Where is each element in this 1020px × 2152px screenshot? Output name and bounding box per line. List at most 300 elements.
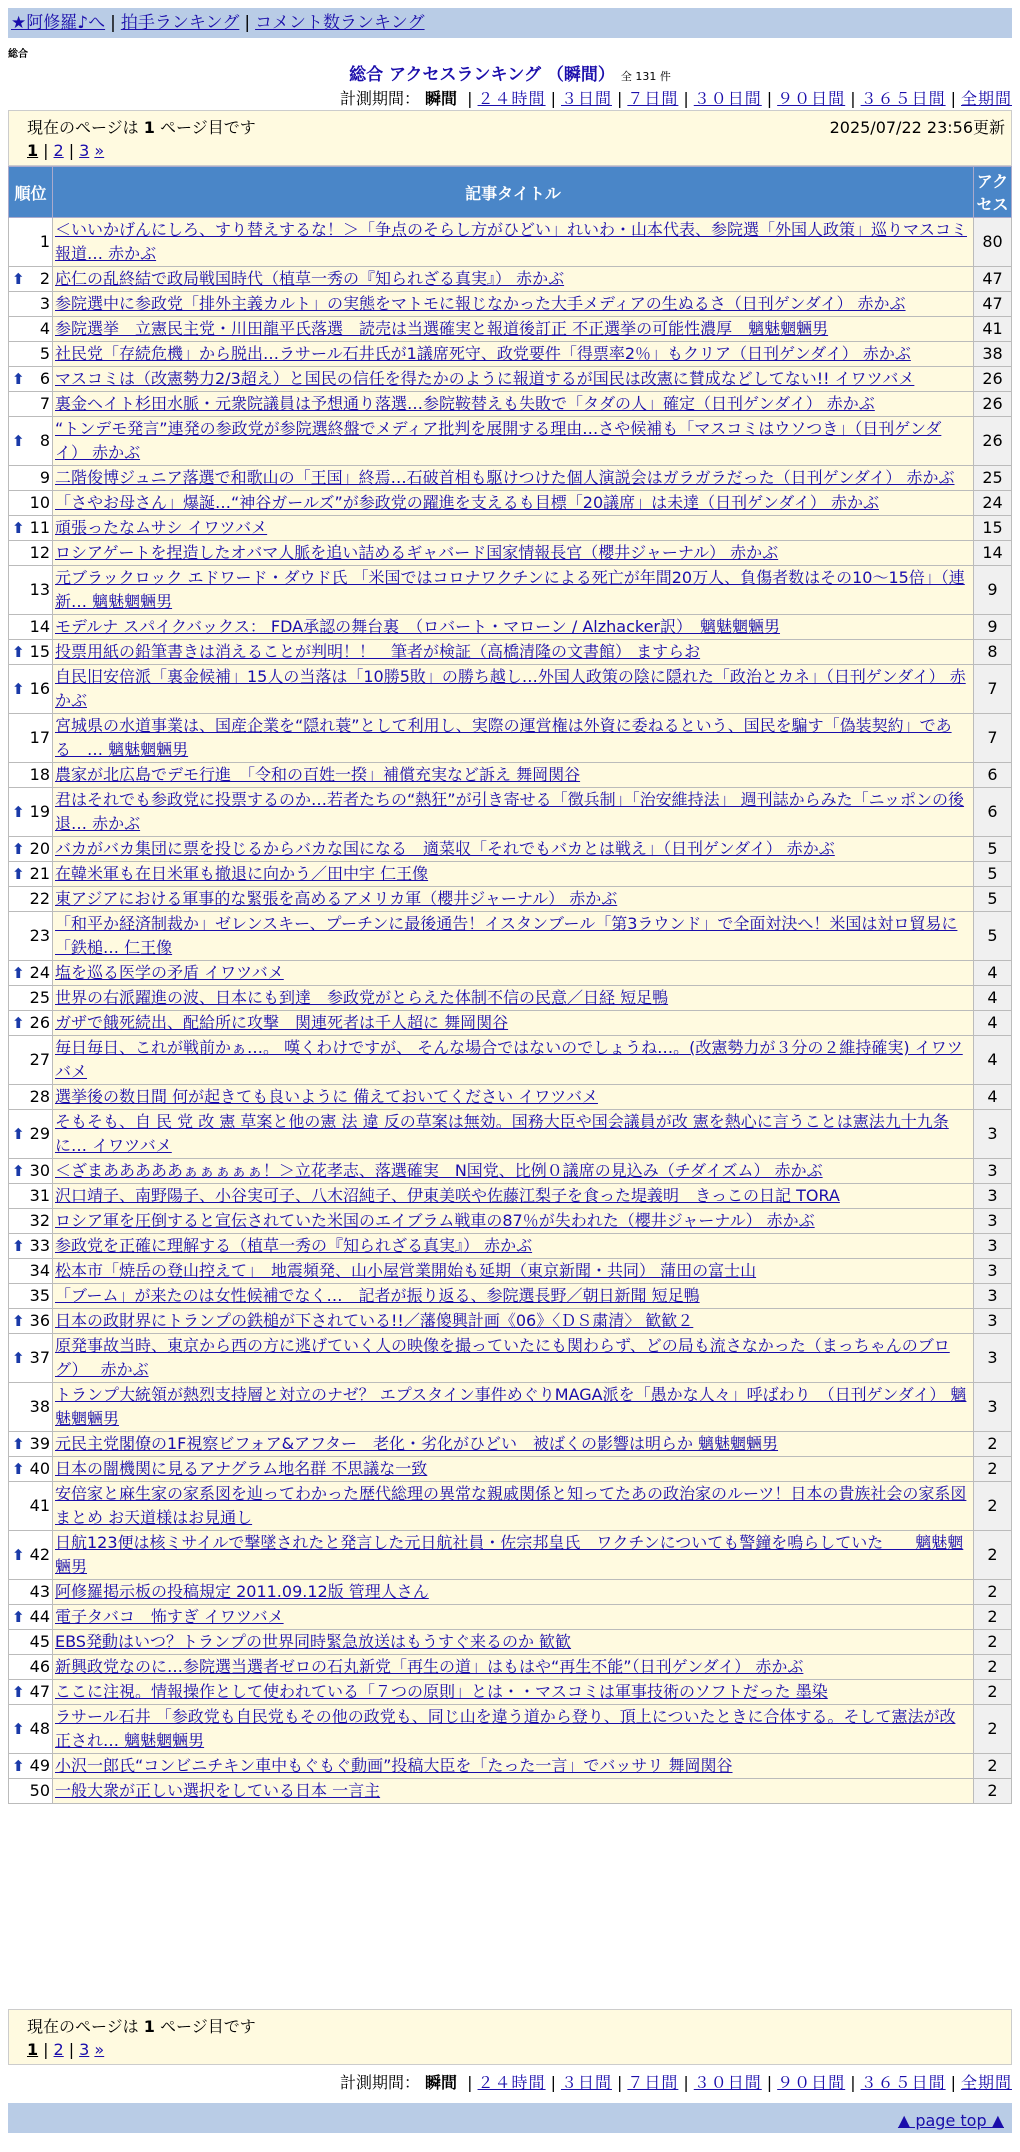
table-row <box>9 1234 1012 1259</box>
access-count: 5 <box>974 912 1012 961</box>
rank-cell <box>9 1334 53 1383</box>
article-link[interactable]: 裏金ヘイト杉田水脈・元衆院議員は予想通り落選…参院鞍替えも失敗で「タダの人」確定（日刊ゲンダイ） 赤かぶ <box>55 394 875 413</box>
up-arrow-icon: ⬆ <box>12 370 25 388</box>
access-count: 7 <box>974 665 1012 714</box>
article-link[interactable]: 阿修羅掲示板の投稿規定 2011.09.12版 管理人さん <box>55 1582 429 1601</box>
article-link[interactable]: 二階俊博ジュニア落選で和歌山の「王国」終焉…石破首相も駆けつけた個人演説会はガラガラだった（日刊ゲンダイ） 赤かぶ <box>55 468 955 487</box>
article-link[interactable]: 「和平か経済制裁か」ゼレンスキー、プーチンに最後通告！イスタンブール「第3ラウンド」で全面対決へ！米国は対ロ貿易に「鉄槌… 仁王像 <box>55 914 958 957</box>
title-cell <box>53 788 974 837</box>
access-count: 5 <box>974 887 1012 912</box>
article-link[interactable]: ロシアゲートを捏造したオバマ人脈を追い詰めるギャバード国家情報長官（櫻井ジャーナル） 赤かぶ <box>55 543 779 562</box>
title-cell <box>53 417 974 466</box>
period-option-link[interactable]: ３日間 <box>560 2073 612 2092</box>
article-link[interactable]: 投票用紙の鉛筆書きは消えることが判明！！ 筆者が検証（高橋清隆の文書館） ますらお <box>55 642 701 661</box>
rank-number: 2 <box>39 269 50 288</box>
rank-cell <box>9 367 53 392</box>
rank-cell <box>9 1655 53 1680</box>
page-top-link[interactable]: ▲ page top ▲ <box>897 2111 1004 2130</box>
divider: | <box>683 2073 689 2092</box>
title-cell <box>53 912 974 961</box>
table-row <box>9 912 1012 961</box>
rank-cell <box>9 1036 53 1085</box>
table-row <box>9 1655 1012 1680</box>
period-option-link[interactable]: ３０日間 <box>693 2073 762 2092</box>
divider: | <box>850 2073 856 2092</box>
title-cell <box>53 986 974 1011</box>
access-count: 6 <box>974 788 1012 837</box>
table-row <box>9 1309 1012 1334</box>
article-link[interactable]: 新興政党なのに…参院選当選者ゼロの石丸新党「再生の道」はもはや“再生不能”（日刊ゲンダイ） 赤かぶ <box>55 1657 804 1676</box>
article-link[interactable]: 選挙後の数日間 何が起きても良いように 備えておいてください イワツバメ <box>55 1087 598 1106</box>
rank-number: 43 <box>29 1582 50 1601</box>
article-link[interactable]: 日航123便は核ミサイルで撃墜されたと発言した元日航社員・佐宗邦皇氏 ワクチンについても警鐘を鳴らしていた 魑魅魍魎男 <box>55 1533 964 1576</box>
access-count: 2 <box>974 1531 1012 1580</box>
table-row <box>9 1011 1012 1036</box>
title-cell <box>53 1779 974 1804</box>
article-link[interactable]: 元民主党閣僚の1F視察ビフォア&アフター 老化・劣化がひどい 被ばくの影響は明らか 魑魅魍魎男 <box>55 1434 779 1453</box>
rank-cell <box>9 615 53 640</box>
access-count: 4 <box>974 1011 1012 1036</box>
article-link[interactable]: ガザで餓死続出、配給所に攻撃 関連死者は千人超に 舞岡関谷 <box>55 1013 509 1032</box>
title-area <box>8 60 1012 85</box>
access-count: 3 <box>974 1284 1012 1309</box>
article-link[interactable]: 応仁の乱終結で政局戦国時代（植草一秀の『知られざる真実』） 赤かぶ <box>55 269 565 288</box>
article-link[interactable]: バカがバカ集団に票を投じるからバカな国になる 適菜収「それでもバカとは戦え」（日刊ゲンダイ） 赤かぶ <box>55 839 835 858</box>
access-count: 9 <box>974 566 1012 615</box>
page-info-top <box>8 110 1012 166</box>
rank-number: 12 <box>29 543 50 562</box>
title-cell <box>53 1457 974 1482</box>
title-cell <box>53 1383 974 1432</box>
article-link[interactable]: モデルナ スパイクバックス： FDA承認の舞台裏 （ロバート・マローン / Alzhacker訳） 魑魅魍魎男 <box>55 617 781 636</box>
rank-cell <box>9 1309 53 1334</box>
title-cell <box>53 887 974 912</box>
title-cell <box>53 1680 974 1705</box>
access-count: 9 <box>974 615 1012 640</box>
section-label: 総合 <box>8 49 28 60</box>
access-count: 3 <box>974 1234 1012 1259</box>
table-row <box>9 1630 1012 1655</box>
article-link[interactable]: 農家が北広島でデモ行進 「令和の百姓一揆」補償充実など訴え 舞岡関谷 <box>55 765 581 784</box>
table-row <box>9 986 1012 1011</box>
article-link[interactable]: 一般大衆が正しい選択をしている日本 一言主 <box>55 1781 381 1800</box>
article-link[interactable]: 電子タバコ 怖すぎ イワツバメ <box>55 1607 284 1626</box>
article-link[interactable]: 自民旧安倍派「裏金候補」15人の当落は「10勝5敗」の勝ち越し…外国人政策の陰に隠れた「政治とカネ」（日刊ゲンダイ） 赤かぶ <box>55 667 966 710</box>
access-count: 3 <box>974 1159 1012 1184</box>
table-row <box>9 887 1012 912</box>
title-cell <box>53 516 974 541</box>
table-row <box>9 1085 1012 1110</box>
access-count: 14 <box>974 541 1012 566</box>
article-link[interactable]: ロシア軍を圧倒すると宣伝されていた米国のエイブラム戦車の87％が失われた（櫻井ジャーナル） 赤かぶ <box>55 1211 815 1230</box>
title-cell <box>53 491 974 516</box>
rank-cell <box>9 491 53 516</box>
title-cell <box>53 1159 974 1184</box>
period-option-link[interactable]: ２４時間 <box>477 2073 546 2092</box>
divider: | <box>68 141 75 160</box>
up-arrow-icon: ⬆ <box>12 1757 25 1775</box>
table-row <box>9 392 1012 417</box>
page-text-before: 現在のページは <box>27 2017 139 2036</box>
rank-number: 16 <box>29 679 50 698</box>
page-link[interactable]: 2 <box>53 141 64 160</box>
updated-timestamp: 2025/07/22 23:56更新 <box>829 118 1005 137</box>
rank-number: 26 <box>29 1013 50 1032</box>
access-count: 3 <box>974 1259 1012 1284</box>
article-link[interactable]: 元ブラックロック エドワード・ダウド氏 「米国ではコロナワクチンによる死亡が年間20万人、負傷者数はその10～15倍」（連新… 魑魅魍魎男 <box>55 568 965 611</box>
rank-number: 46 <box>29 1657 50 1676</box>
table-row <box>9 491 1012 516</box>
period-selector-bottom <box>340 2070 1012 2093</box>
rank-cell <box>9 516 53 541</box>
title-cell <box>53 714 974 763</box>
table-row <box>9 1754 1012 1779</box>
article-link[interactable]: 参院選挙 立憲民主党・川田龍平氏落選 読売は当選確実と報道後訂正 不正選挙の可能性濃厚 魑魅魍魎男 <box>55 319 829 338</box>
table-row <box>9 1482 1012 1531</box>
rank-number: 31 <box>29 1186 50 1205</box>
divider: | <box>43 141 49 160</box>
up-arrow-icon: ⬆ <box>12 964 25 982</box>
rank-cell <box>9 1705 53 1754</box>
period-option-link[interactable]: 全期間 <box>960 89 1012 108</box>
table-row <box>9 763 1012 788</box>
period-options <box>462 89 1012 108</box>
page-number: 1 <box>143 118 155 137</box>
rank-number: 6 <box>39 369 50 388</box>
article-link[interactable]: 日本の政財界にトランプの鉄槌が下されている!!／藩傻興計画《06》〈ＤＳ粛清〉 歓歓２ <box>55 1311 694 1330</box>
rank-cell <box>9 862 53 887</box>
table-row <box>9 1259 1012 1284</box>
ranking-table <box>8 166 1012 1804</box>
access-count: 47 <box>974 267 1012 292</box>
title-cell <box>53 1184 974 1209</box>
access-count: 3 <box>974 1209 1012 1234</box>
rank-number: 7 <box>39 394 50 413</box>
table-row <box>9 218 1012 267</box>
access-count: 41 <box>974 317 1012 342</box>
title-cell <box>53 466 974 491</box>
article-link[interactable]: ここに注視。情報操作として使われている「７つの原則」とは・・マスコミは軍事技術のソフトだった 墨染 <box>55 1682 828 1701</box>
title-cell <box>53 1580 974 1605</box>
rank-cell <box>9 342 53 367</box>
rank-number: 36 <box>29 1311 50 1330</box>
table-row <box>9 1334 1012 1383</box>
title-cell <box>53 1630 974 1655</box>
rank-number: 50 <box>29 1781 50 1800</box>
rank-number: 20 <box>29 839 50 858</box>
up-arrow-icon: ⬆ <box>12 1608 25 1626</box>
rank-cell <box>9 887 53 912</box>
rank-number: 5 <box>39 344 50 363</box>
period-label: 計測期間： <box>339 2073 420 2092</box>
title-cell <box>53 1259 974 1284</box>
rank-number: 48 <box>29 1719 50 1738</box>
article-link[interactable]: ＜いいかげんにしろ、すり替えするな！＞「争点のそらし方がひどい」れいわ・山本代表、参院選「外国人政策」巡りマスコミ報道… 赤かぶ <box>55 220 968 263</box>
rank-number: 37 <box>29 1348 50 1367</box>
table-row <box>9 1383 1012 1432</box>
title-header: 記事タイトル <box>53 167 974 218</box>
title-cell <box>53 1110 974 1159</box>
article-link[interactable]: 東アジアにおける軍事的な緊張を高めるアメリカ軍（櫻井ジャーナル） 赤かぶ <box>55 889 618 908</box>
access-count: 2 <box>974 1680 1012 1705</box>
rank-cell <box>9 392 53 417</box>
period-options <box>462 2073 1012 2092</box>
article-link[interactable]: 松本市「焼岳の登山控えて」 地震頻発、山小屋営業開始も延期（東京新聞・共同） 蒲田の富士山 <box>55 1261 757 1280</box>
next-page-link[interactable]: » <box>94 141 105 160</box>
access-count: 4 <box>974 1036 1012 1085</box>
access-count: 5 <box>974 862 1012 887</box>
up-arrow-icon: ⬆ <box>12 432 25 450</box>
title-cell <box>53 862 974 887</box>
article-link[interactable]: 参政党を正確に理解する（植草一秀の『知られざる真実』） 赤かぶ <box>55 1236 533 1255</box>
rank-number: 1 <box>39 232 50 251</box>
article-link[interactable]: ＜ざまあああああぁぁぁぁぁ！＞立花孝志、落選確実 N国党、比例０議席の見込み（チダイズム） 赤かぶ <box>55 1161 823 1180</box>
access-count: 2 <box>974 1580 1012 1605</box>
article-link[interactable]: 参院選中に参政党「排外主義カルト」の実態をマトモに報じなかった大手メディアの生ぬるさ（日刊ゲンダイ） 赤かぶ <box>55 294 906 313</box>
period-option-link[interactable]: ２４時間 <box>477 89 546 108</box>
article-link[interactable]: 塩を巡る医学の矛盾 イワツバメ <box>55 963 284 982</box>
rank-cell <box>9 1779 53 1804</box>
period-option-link[interactable]: ３６５日間 <box>860 2073 946 2092</box>
table-row <box>9 714 1012 763</box>
access-count: 2 <box>974 1630 1012 1655</box>
access-count: 3 <box>974 1383 1012 1432</box>
up-arrow-icon: ⬆ <box>12 1720 25 1738</box>
rank-cell <box>9 1184 53 1209</box>
table-row <box>9 1680 1012 1705</box>
divider: | <box>950 2073 956 2092</box>
access-count: 5 <box>974 837 1012 862</box>
rank-cell <box>9 1531 53 1580</box>
article-link[interactable]: 頑張ったなムサシ イワツバメ <box>55 518 268 537</box>
rank-number: 33 <box>29 1236 50 1255</box>
article-link[interactable]: 「さやお母さん」爆誕…“神谷ガールズ”が参政党の躍進を支えるも目標「20議席」は未達（日刊ゲンダイ） 赤かぶ <box>55 493 879 512</box>
table-row <box>9 267 1012 292</box>
rank-cell <box>9 1605 53 1630</box>
period-option-link[interactable]: ９０日間 <box>777 89 846 108</box>
page-link[interactable]: 3 <box>79 2040 90 2059</box>
up-arrow-icon: ⬆ <box>12 270 25 288</box>
rank-cell <box>9 1085 53 1110</box>
access-count: 2 <box>974 1705 1012 1754</box>
rank-number: 49 <box>29 1756 50 1775</box>
title-cell <box>53 1234 974 1259</box>
title-cell <box>53 1209 974 1234</box>
period-option-link[interactable]: ７日間 <box>627 89 679 108</box>
period-current: 瞬間 <box>425 89 458 108</box>
up-arrow-icon: ⬆ <box>12 680 25 698</box>
up-arrow-icon: ⬆ <box>12 1683 25 1701</box>
access-count: 8 <box>974 640 1012 665</box>
period-option-link[interactable]: ３６５日間 <box>860 89 946 108</box>
rank-cell <box>9 218 53 267</box>
title-cell <box>53 665 974 714</box>
up-arrow-icon: ⬆ <box>12 1546 25 1564</box>
title-cell <box>53 1482 974 1531</box>
article-link[interactable]: 毎日毎日、これが戦前かぁ…。 嘆くわけですが、 そんな場合ではないのでしょうね…。(改憲勢力が３分の２維持確実) イワツバメ <box>55 1038 963 1081</box>
rank-number: 23 <box>29 926 50 945</box>
bottom-bar <box>8 2103 1012 2133</box>
access-header: アクセス <box>974 167 1012 218</box>
rank-cell <box>9 1209 53 1234</box>
access-count: 2 <box>974 1779 1012 1804</box>
up-arrow-icon: ⬆ <box>12 803 25 821</box>
article-link[interactable]: 日本の闇機関に見るアナグラム地名群 不思議な一致 <box>55 1459 428 1478</box>
up-arrow-icon: ⬆ <box>12 519 25 537</box>
access-count: 25 <box>974 466 1012 491</box>
rank-number: 3 <box>39 294 50 313</box>
total-count: 全 131 件 <box>620 70 671 83</box>
rank-number: 27 <box>29 1050 50 1069</box>
period-option-link[interactable]: ３日間 <box>560 89 612 108</box>
rank-number: 9 <box>39 468 50 487</box>
title-cell <box>53 317 974 342</box>
rank-number: 8 <box>39 431 50 450</box>
current-page-text <box>27 115 256 138</box>
table-row <box>9 1705 1012 1754</box>
up-arrow-icon: ⬆ <box>12 865 25 883</box>
rank-number: 45 <box>29 1632 50 1651</box>
period-selector-top <box>340 86 1012 109</box>
rank-number: 21 <box>29 864 50 883</box>
rank-cell <box>9 714 53 763</box>
access-count: 6 <box>974 763 1012 788</box>
article-link[interactable]: 社民党「存続危機」から脱出…ラサール石井氏が1議席死守、政党要件「得票率2％」もクリア（日刊ゲンダイ） 赤かぶ <box>55 344 911 363</box>
rank-cell <box>9 1482 53 1531</box>
up-arrow-icon: ⬆ <box>12 1014 25 1032</box>
table-row <box>9 342 1012 367</box>
rank-number: 32 <box>29 1211 50 1230</box>
article-link[interactable]: EBS発動はいつ？トランプの世界同時緊急放送はもうすぐ来るのか 歓歓 <box>55 1632 572 1651</box>
table-row <box>9 1605 1012 1630</box>
title-cell <box>53 837 974 862</box>
page-link[interactable]: 3 <box>79 141 90 160</box>
page-number: 1 <box>143 2017 155 2036</box>
rank-cell <box>9 1159 53 1184</box>
next-page-link[interactable]: » <box>94 2040 105 2059</box>
title-cell <box>53 1655 974 1680</box>
rank-cell <box>9 466 53 491</box>
rank-number: 34 <box>29 1261 50 1280</box>
rank-cell <box>9 1754 53 1779</box>
article-link[interactable]: 世界の右派躍進の波、日本にも到達 参政党がとらえた体制不信の民意／日経 短足鴨 <box>55 988 669 1007</box>
up-arrow-icon: ⬆ <box>12 1125 25 1143</box>
table-row <box>9 1284 1012 1309</box>
access-count: 2 <box>974 1605 1012 1630</box>
access-count: 2 <box>974 1655 1012 1680</box>
rank-number: 11 <box>29 518 50 537</box>
table-row <box>9 541 1012 566</box>
access-count: 2 <box>974 1754 1012 1779</box>
article-link[interactable]: トランプ大統領が熱烈支持層と対立のナゼ？ エプスタイン事件めぐりMAGA派を「愚かな人々」呼ばわり （日刊ゲンダイ） 魑魅魍魎男 <box>55 1385 967 1428</box>
divider: | <box>110 13 116 33</box>
access-count: 15 <box>974 516 1012 541</box>
divider: | <box>766 89 773 108</box>
rank-number: 13 <box>29 580 50 599</box>
title-cell <box>53 367 974 392</box>
up-arrow-icon: ⬆ <box>12 1460 25 1478</box>
rank-cell <box>9 763 53 788</box>
access-count: 3 <box>974 1309 1012 1334</box>
title-cell <box>53 1531 974 1580</box>
table-row <box>9 1184 1012 1209</box>
article-link[interactable]: 君はそれでも参政党に投票するのか…若者たちの“熱狂”が引き寄せる「徴兵制」「治安維持法」 週刊誌からみた「ニッポンの後退… 赤かぶ <box>55 790 965 833</box>
rank-cell <box>9 317 53 342</box>
article-link[interactable]: そもそも、自 民 党 改 憲 草案と他の憲 法 違 反の草案は無効。国務大臣や国会議員が改 憲を熱心に言うことは憲法九十九条に… イワツバメ <box>55 1112 949 1155</box>
period-option-link[interactable]: ７日間 <box>627 2073 679 2092</box>
divider: | <box>766 2073 773 2092</box>
period-option-link[interactable]: ９０日間 <box>777 2073 846 2092</box>
page-link[interactable]: 2 <box>53 2040 64 2059</box>
comment-ranking-link[interactable]: コメント数ランキング <box>255 13 425 33</box>
table-header-row <box>9 167 1012 218</box>
table-row <box>9 1110 1012 1159</box>
article-link[interactable]: マスコミは（改憲勢力2/3超え）と国民の信任を得たかのように報道するが国民は改憲に賛成などしてない!! イワツバメ <box>55 369 915 388</box>
title-cell <box>53 763 974 788</box>
rank-cell <box>9 788 53 837</box>
title-cell <box>53 961 974 986</box>
up-arrow-icon: ⬆ <box>12 1237 25 1255</box>
table-row <box>9 1779 1012 1804</box>
title-cell <box>53 1309 974 1334</box>
current-page-text <box>27 2014 256 2037</box>
rank-cell <box>9 1011 53 1036</box>
access-count: 3 <box>974 1110 1012 1159</box>
table-row <box>9 317 1012 342</box>
divider: | <box>550 89 556 108</box>
applause-ranking-link[interactable]: 拍手ランキング <box>120 13 240 33</box>
rank-header: 順位 <box>9 167 53 218</box>
access-count: 7 <box>974 714 1012 763</box>
ranking-table-body <box>9 218 1012 1804</box>
article-link[interactable]: 小沢一郎氏“コンビニチキン車中もぐもぐ動画”投稿大臣を「たった一言」でバッサリ 舞岡関谷 <box>55 1756 733 1775</box>
article-link[interactable]: 沢口靖子、南野陽子、小谷実可子、八木沼純子、伊東美咲や佐藤江梨子を食った堤義明 きっこの日記 TORA <box>55 1186 840 1205</box>
rank-cell <box>9 961 53 986</box>
home-link[interactable]: ★阿修羅♪へ <box>11 13 106 33</box>
rank-number: 38 <box>29 1397 50 1416</box>
rank-cell <box>9 417 53 466</box>
table-row <box>9 1457 1012 1482</box>
rank-number: 41 <box>29 1496 50 1515</box>
table-row <box>9 466 1012 491</box>
divider: | <box>43 2040 49 2059</box>
rank-cell <box>9 1680 53 1705</box>
period-option-link[interactable]: ３０日間 <box>693 89 762 108</box>
rank-cell <box>9 1457 53 1482</box>
article-link[interactable]: 原発事故当時、東京から西の方に逃げていく人の映像を撮っていたにも関わらず、どの局も流さなかった（まっちゃんのブログ） 赤かぶ <box>55 1336 950 1379</box>
rank-number: 24 <box>29 963 50 982</box>
title-cell <box>53 1085 974 1110</box>
article-link[interactable]: ラサール石井 「参政党も自民党もその他の政党も、同じ山を違う道から登り、頂上についたときに合体する。そして憲法が改正され… 魑魅魍魎男 <box>55 1707 956 1750</box>
rank-number: 10 <box>29 493 50 512</box>
article-link[interactable]: 「ブーム」が来たのは女性候補でなく… 記者が振り返る、参院選長野／朝日新聞 短足鴨 <box>55 1286 700 1305</box>
title-cell <box>53 640 974 665</box>
article-link[interactable]: 安倍家と麻生家の家系図を辿ってわかった歴代総理の異常な親戚関係と知ってたあの政治家のルーツ！日本の貴族社会の家系図まとめ お天道様はお見通し <box>55 1484 967 1527</box>
period-option-link[interactable]: 全期間 <box>960 2073 1012 2092</box>
article-link[interactable]: 在韓米軍も在日米軍も撤退に向かう／田中宇 仁王像 <box>55 864 429 883</box>
rank-cell <box>9 986 53 1011</box>
title-cell <box>53 218 974 267</box>
divider: | <box>850 89 856 108</box>
table-row <box>9 417 1012 466</box>
rank-cell <box>9 1259 53 1284</box>
rank-cell <box>9 1110 53 1159</box>
article-link[interactable]: “トンデモ発言”連発の参政党が参院選終盤でメディア批判を展開する理由…さや候補も「マスコミはウソつき」（日刊ゲンダイ） 赤かぶ <box>55 419 942 462</box>
rank-cell <box>9 1383 53 1432</box>
article-link[interactable]: 宮城県の水道事業は、国産企業を“隠れ蓑”として利用し、実際の運営権は外資に委ねるという、国民を騙す「偽装契約」である … 魑魅魍魎男 <box>55 716 952 759</box>
title-cell <box>53 1754 974 1779</box>
title-cell <box>53 566 974 615</box>
